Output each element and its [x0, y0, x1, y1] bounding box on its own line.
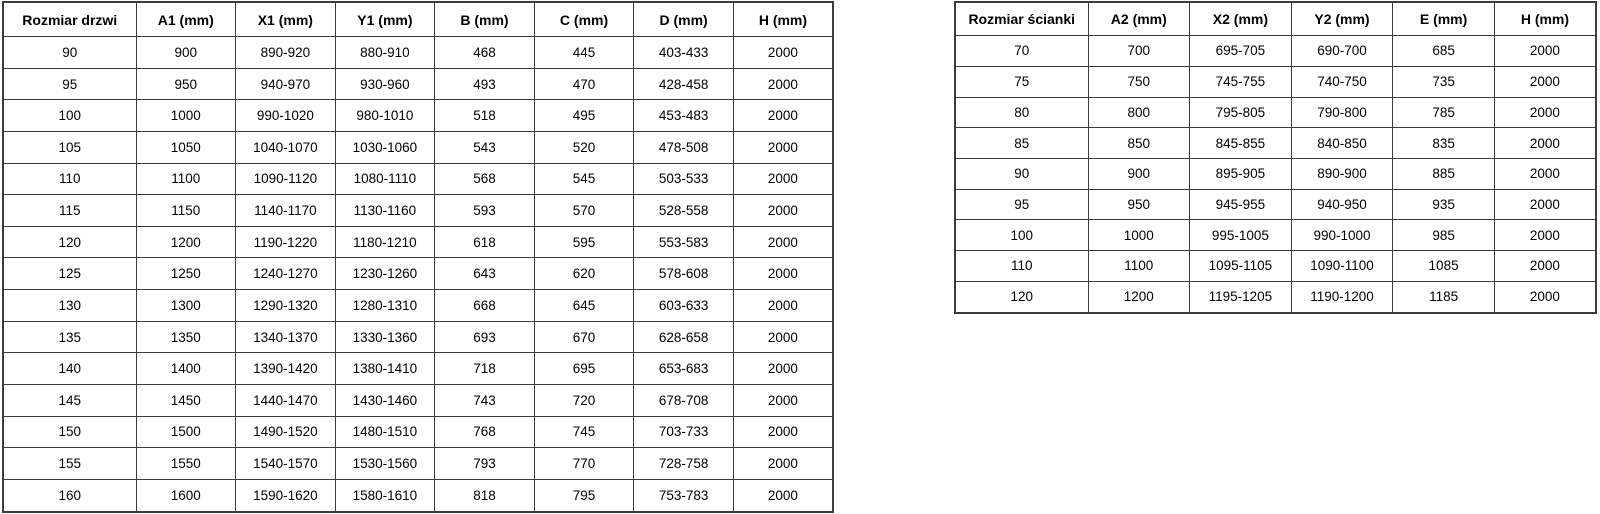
table-cell: 2000 — [1494, 36, 1596, 67]
table-cell: 130 — [3, 290, 136, 322]
table-cell: 1500 — [136, 416, 236, 448]
table-row — [955, 281, 1596, 313]
table-row — [3, 448, 833, 480]
table-cell: 990-1020 — [236, 100, 336, 132]
table-cell: 795-805 — [1190, 97, 1292, 128]
table-cell: 1290-1320 — [236, 290, 336, 322]
table-cell: 1000 — [1088, 220, 1190, 251]
table-cell: 750 — [1088, 66, 1190, 97]
table-cell: 578-608 — [634, 258, 734, 290]
table-cell: 1090-1100 — [1291, 251, 1393, 282]
table-cell: 703-733 — [634, 416, 734, 448]
table-cell: 1340-1370 — [236, 321, 336, 353]
table-cell: 793 — [435, 448, 535, 480]
table-row — [955, 251, 1596, 282]
table-cell: 428-458 — [634, 68, 734, 100]
table-row — [955, 128, 1596, 159]
table-cell: 2000 — [1494, 97, 1596, 128]
table-cell: 1490-1520 — [236, 416, 336, 448]
table-cell: 2000 — [733, 479, 833, 512]
table-cell: 1185 — [1393, 281, 1495, 313]
table-cell: 528-558 — [634, 195, 734, 227]
table-cell: 160 — [3, 479, 136, 512]
table-cell: 895-905 — [1190, 158, 1292, 189]
table-cell: 75 — [955, 66, 1088, 97]
table-cell: 1095-1105 — [1190, 251, 1292, 282]
table-cell: 1200 — [136, 226, 236, 258]
table-cell: 620 — [534, 258, 634, 290]
table-row — [3, 100, 833, 132]
table-cell: 145 — [3, 384, 136, 416]
table-cell: 693 — [435, 321, 535, 353]
column-header: D (mm) — [634, 2, 734, 37]
table-cell: 120 — [955, 281, 1088, 313]
table-cell: 593 — [435, 195, 535, 227]
table-cell: 90 — [3, 37, 136, 69]
table-cell: 2000 — [1494, 189, 1596, 220]
table-cell: 950 — [1088, 189, 1190, 220]
table-cell: 115 — [3, 195, 136, 227]
table-row — [3, 384, 833, 416]
table-cell: 105 — [3, 131, 136, 163]
table-cell: 403-433 — [634, 37, 734, 69]
table-cell: 1530-1560 — [335, 448, 435, 480]
table-cell: 728-758 — [634, 448, 734, 480]
table-cell: 2000 — [733, 258, 833, 290]
table-cell: 2000 — [1494, 158, 1596, 189]
table-cell: 1130-1160 — [335, 195, 435, 227]
table-row — [955, 36, 1596, 67]
table-row — [3, 416, 833, 448]
table-cell: 2000 — [733, 416, 833, 448]
table-row — [3, 258, 833, 290]
table-cell: 2000 — [733, 226, 833, 258]
column-header: B (mm) — [435, 2, 535, 37]
table-row — [3, 353, 833, 385]
table-cell: 1000 — [136, 100, 236, 132]
table-cell: 2000 — [1494, 66, 1596, 97]
table-cell: 890-920 — [236, 37, 336, 69]
table-cell: 2000 — [733, 321, 833, 353]
table-cell: 470 — [534, 68, 634, 100]
table-row — [3, 479, 833, 512]
table-cell: 1030-1060 — [335, 131, 435, 163]
table-cell: 735 — [1393, 66, 1495, 97]
table-cell: 1050 — [136, 131, 236, 163]
table-row — [3, 195, 833, 227]
table-cell: 1100 — [1088, 251, 1190, 282]
table-cell: 495 — [534, 100, 634, 132]
column-header: A1 (mm) — [136, 2, 236, 37]
table-cell: 940-970 — [236, 68, 336, 100]
wall-size-table — [954, 1, 1597, 314]
table-cell: 1100 — [136, 163, 236, 195]
table-cell: 668 — [435, 290, 535, 322]
table-cell: 980-1010 — [335, 100, 435, 132]
table-row — [955, 97, 1596, 128]
column-header: Rozmiar drzwi — [3, 2, 136, 37]
table-cell: 140 — [3, 353, 136, 385]
table-cell: 835 — [1393, 128, 1495, 159]
header-row — [955, 2, 1596, 36]
table-row — [3, 37, 833, 69]
table-cell: 770 — [534, 448, 634, 480]
table-cell: 900 — [136, 37, 236, 69]
table-cell: 643 — [435, 258, 535, 290]
table-row — [3, 321, 833, 353]
table-cell: 150 — [3, 416, 136, 448]
door-size-table — [2, 1, 834, 513]
table-cell: 1330-1360 — [335, 321, 435, 353]
table-cell: 1190-1220 — [236, 226, 336, 258]
column-header: C (mm) — [534, 2, 634, 37]
table-cell: 95 — [3, 68, 136, 100]
table-cell: 880-910 — [335, 37, 435, 69]
table-row — [955, 220, 1596, 251]
table-cell: 753-783 — [634, 479, 734, 512]
column-header: H (mm) — [733, 2, 833, 37]
column-header: E (mm) — [1393, 2, 1495, 36]
table-cell: 1195-1205 — [1190, 281, 1292, 313]
table-row — [955, 189, 1596, 220]
table-cell: 568 — [435, 163, 535, 195]
column-header: Y1 (mm) — [335, 2, 435, 37]
table-cell: 2000 — [733, 195, 833, 227]
table-cell: 120 — [3, 226, 136, 258]
table-row — [3, 68, 833, 100]
table-cell: 1080-1110 — [335, 163, 435, 195]
table-cell: 2000 — [733, 353, 833, 385]
table-cell: 70 — [955, 36, 1088, 67]
table-cell: 785 — [1393, 97, 1495, 128]
table-cell: 80 — [955, 97, 1088, 128]
table-row — [3, 163, 833, 195]
table-cell: 2000 — [733, 290, 833, 322]
column-header: X1 (mm) — [236, 2, 336, 37]
table-cell: 945-955 — [1190, 189, 1292, 220]
table-cell: 653-683 — [634, 353, 734, 385]
table-cell: 950 — [136, 68, 236, 100]
table-cell: 1400 — [136, 353, 236, 385]
table-cell: 1540-1570 — [236, 448, 336, 480]
table-cell: 678-708 — [634, 384, 734, 416]
table-cell: 2000 — [1494, 220, 1596, 251]
table-cell: 2000 — [733, 68, 833, 100]
table-cell: 935 — [1393, 189, 1495, 220]
table-cell: 1590-1620 — [236, 479, 336, 512]
table-cell: 570 — [534, 195, 634, 227]
table-cell: 2000 — [733, 37, 833, 69]
table-cell: 1600 — [136, 479, 236, 512]
table-cell: 850 — [1088, 128, 1190, 159]
table-cell: 1180-1210 — [335, 226, 435, 258]
table-cell: 2000 — [733, 100, 833, 132]
column-header: A2 (mm) — [1088, 2, 1190, 36]
column-header: Rozmiar ścianki — [955, 2, 1088, 36]
table-cell: 1390-1420 — [236, 353, 336, 385]
table-cell: 1230-1260 — [335, 258, 435, 290]
table-cell: 985 — [1393, 220, 1495, 251]
table-cell: 745 — [534, 416, 634, 448]
table-cell: 1480-1510 — [335, 416, 435, 448]
table-cell: 100 — [3, 100, 136, 132]
table-cell: 995-1005 — [1190, 220, 1292, 251]
table-cell: 790-800 — [1291, 97, 1393, 128]
table-cell: 1090-1120 — [236, 163, 336, 195]
table-cell: 628-658 — [634, 321, 734, 353]
table-cell: 745-755 — [1190, 66, 1292, 97]
table-cell: 700 — [1088, 36, 1190, 67]
table-cell: 1450 — [136, 384, 236, 416]
table-cell: 478-508 — [634, 131, 734, 163]
table-cell: 110 — [955, 251, 1088, 282]
table-cell: 135 — [3, 321, 136, 353]
table-cell: 840-850 — [1291, 128, 1393, 159]
table-row — [955, 66, 1596, 97]
table-cell: 2000 — [733, 384, 833, 416]
table-cell: 125 — [3, 258, 136, 290]
column-header: H (mm) — [1494, 2, 1596, 36]
table-row — [3, 131, 833, 163]
table-row — [955, 158, 1596, 189]
header-row — [3, 2, 833, 37]
table-cell: 493 — [435, 68, 535, 100]
table-cell: 845-855 — [1190, 128, 1292, 159]
table-cell: 595 — [534, 226, 634, 258]
table-cell: 618 — [435, 226, 535, 258]
table-cell: 1190-1200 — [1291, 281, 1393, 313]
table-cell: 1140-1170 — [236, 195, 336, 227]
table-cell: 1240-1270 — [236, 258, 336, 290]
table-cell: 1040-1070 — [236, 131, 336, 163]
table-cell: 1300 — [136, 290, 236, 322]
table-cell: 740-750 — [1291, 66, 1393, 97]
table-cell: 90 — [955, 158, 1088, 189]
table-cell: 603-633 — [634, 290, 734, 322]
table-cell: 940-950 — [1291, 189, 1393, 220]
table-cell: 695-705 — [1190, 36, 1292, 67]
table-cell: 800 — [1088, 97, 1190, 128]
table-cell: 645 — [534, 290, 634, 322]
table-cell: 670 — [534, 321, 634, 353]
table-cell: 685 — [1393, 36, 1495, 67]
table-cell: 930-960 — [335, 68, 435, 100]
table-cell: 1380-1410 — [335, 353, 435, 385]
table-cell: 85 — [955, 128, 1088, 159]
table-cell: 1550 — [136, 448, 236, 480]
table-cell: 468 — [435, 37, 535, 69]
table-cell: 795 — [534, 479, 634, 512]
table-cell: 553-583 — [634, 226, 734, 258]
table-cell: 503-533 — [634, 163, 734, 195]
table-cell: 1430-1460 — [335, 384, 435, 416]
table-cell: 445 — [534, 37, 634, 69]
table-cell: 1200 — [1088, 281, 1190, 313]
table-cell: 1280-1310 — [335, 290, 435, 322]
table-row — [3, 290, 833, 322]
table-cell: 890-900 — [1291, 158, 1393, 189]
table-cell: 518 — [435, 100, 535, 132]
table-cell: 545 — [534, 163, 634, 195]
table-cell: 885 — [1393, 158, 1495, 189]
table-cell: 155 — [3, 448, 136, 480]
table-cell: 2000 — [1494, 251, 1596, 282]
table-cell: 1250 — [136, 258, 236, 290]
table-cell: 2000 — [1494, 128, 1596, 159]
table-cell: 743 — [435, 384, 535, 416]
table-cell: 100 — [955, 220, 1088, 251]
table-cell: 453-483 — [634, 100, 734, 132]
table-cell: 818 — [435, 479, 535, 512]
column-header: Y2 (mm) — [1291, 2, 1393, 36]
table-cell: 1150 — [136, 195, 236, 227]
table-cell: 695 — [534, 353, 634, 385]
table-cell: 900 — [1088, 158, 1190, 189]
table-cell: 1085 — [1393, 251, 1495, 282]
table-cell: 1440-1470 — [236, 384, 336, 416]
table-cell: 720 — [534, 384, 634, 416]
table-cell: 95 — [955, 189, 1088, 220]
table-cell: 2000 — [733, 448, 833, 480]
table-cell: 2000 — [733, 163, 833, 195]
table-cell: 2000 — [1494, 281, 1596, 313]
table-cell: 768 — [435, 416, 535, 448]
table-cell: 990-1000 — [1291, 220, 1393, 251]
table-cell: 1580-1610 — [335, 479, 435, 512]
table-cell: 2000 — [733, 131, 833, 163]
table-cell: 520 — [534, 131, 634, 163]
table-cell: 110 — [3, 163, 136, 195]
table-cell: 1350 — [136, 321, 236, 353]
table-cell: 690-700 — [1291, 36, 1393, 67]
table-cell: 718 — [435, 353, 535, 385]
table-cell: 543 — [435, 131, 535, 163]
table-row — [3, 226, 833, 258]
column-header: X2 (mm) — [1190, 2, 1292, 36]
